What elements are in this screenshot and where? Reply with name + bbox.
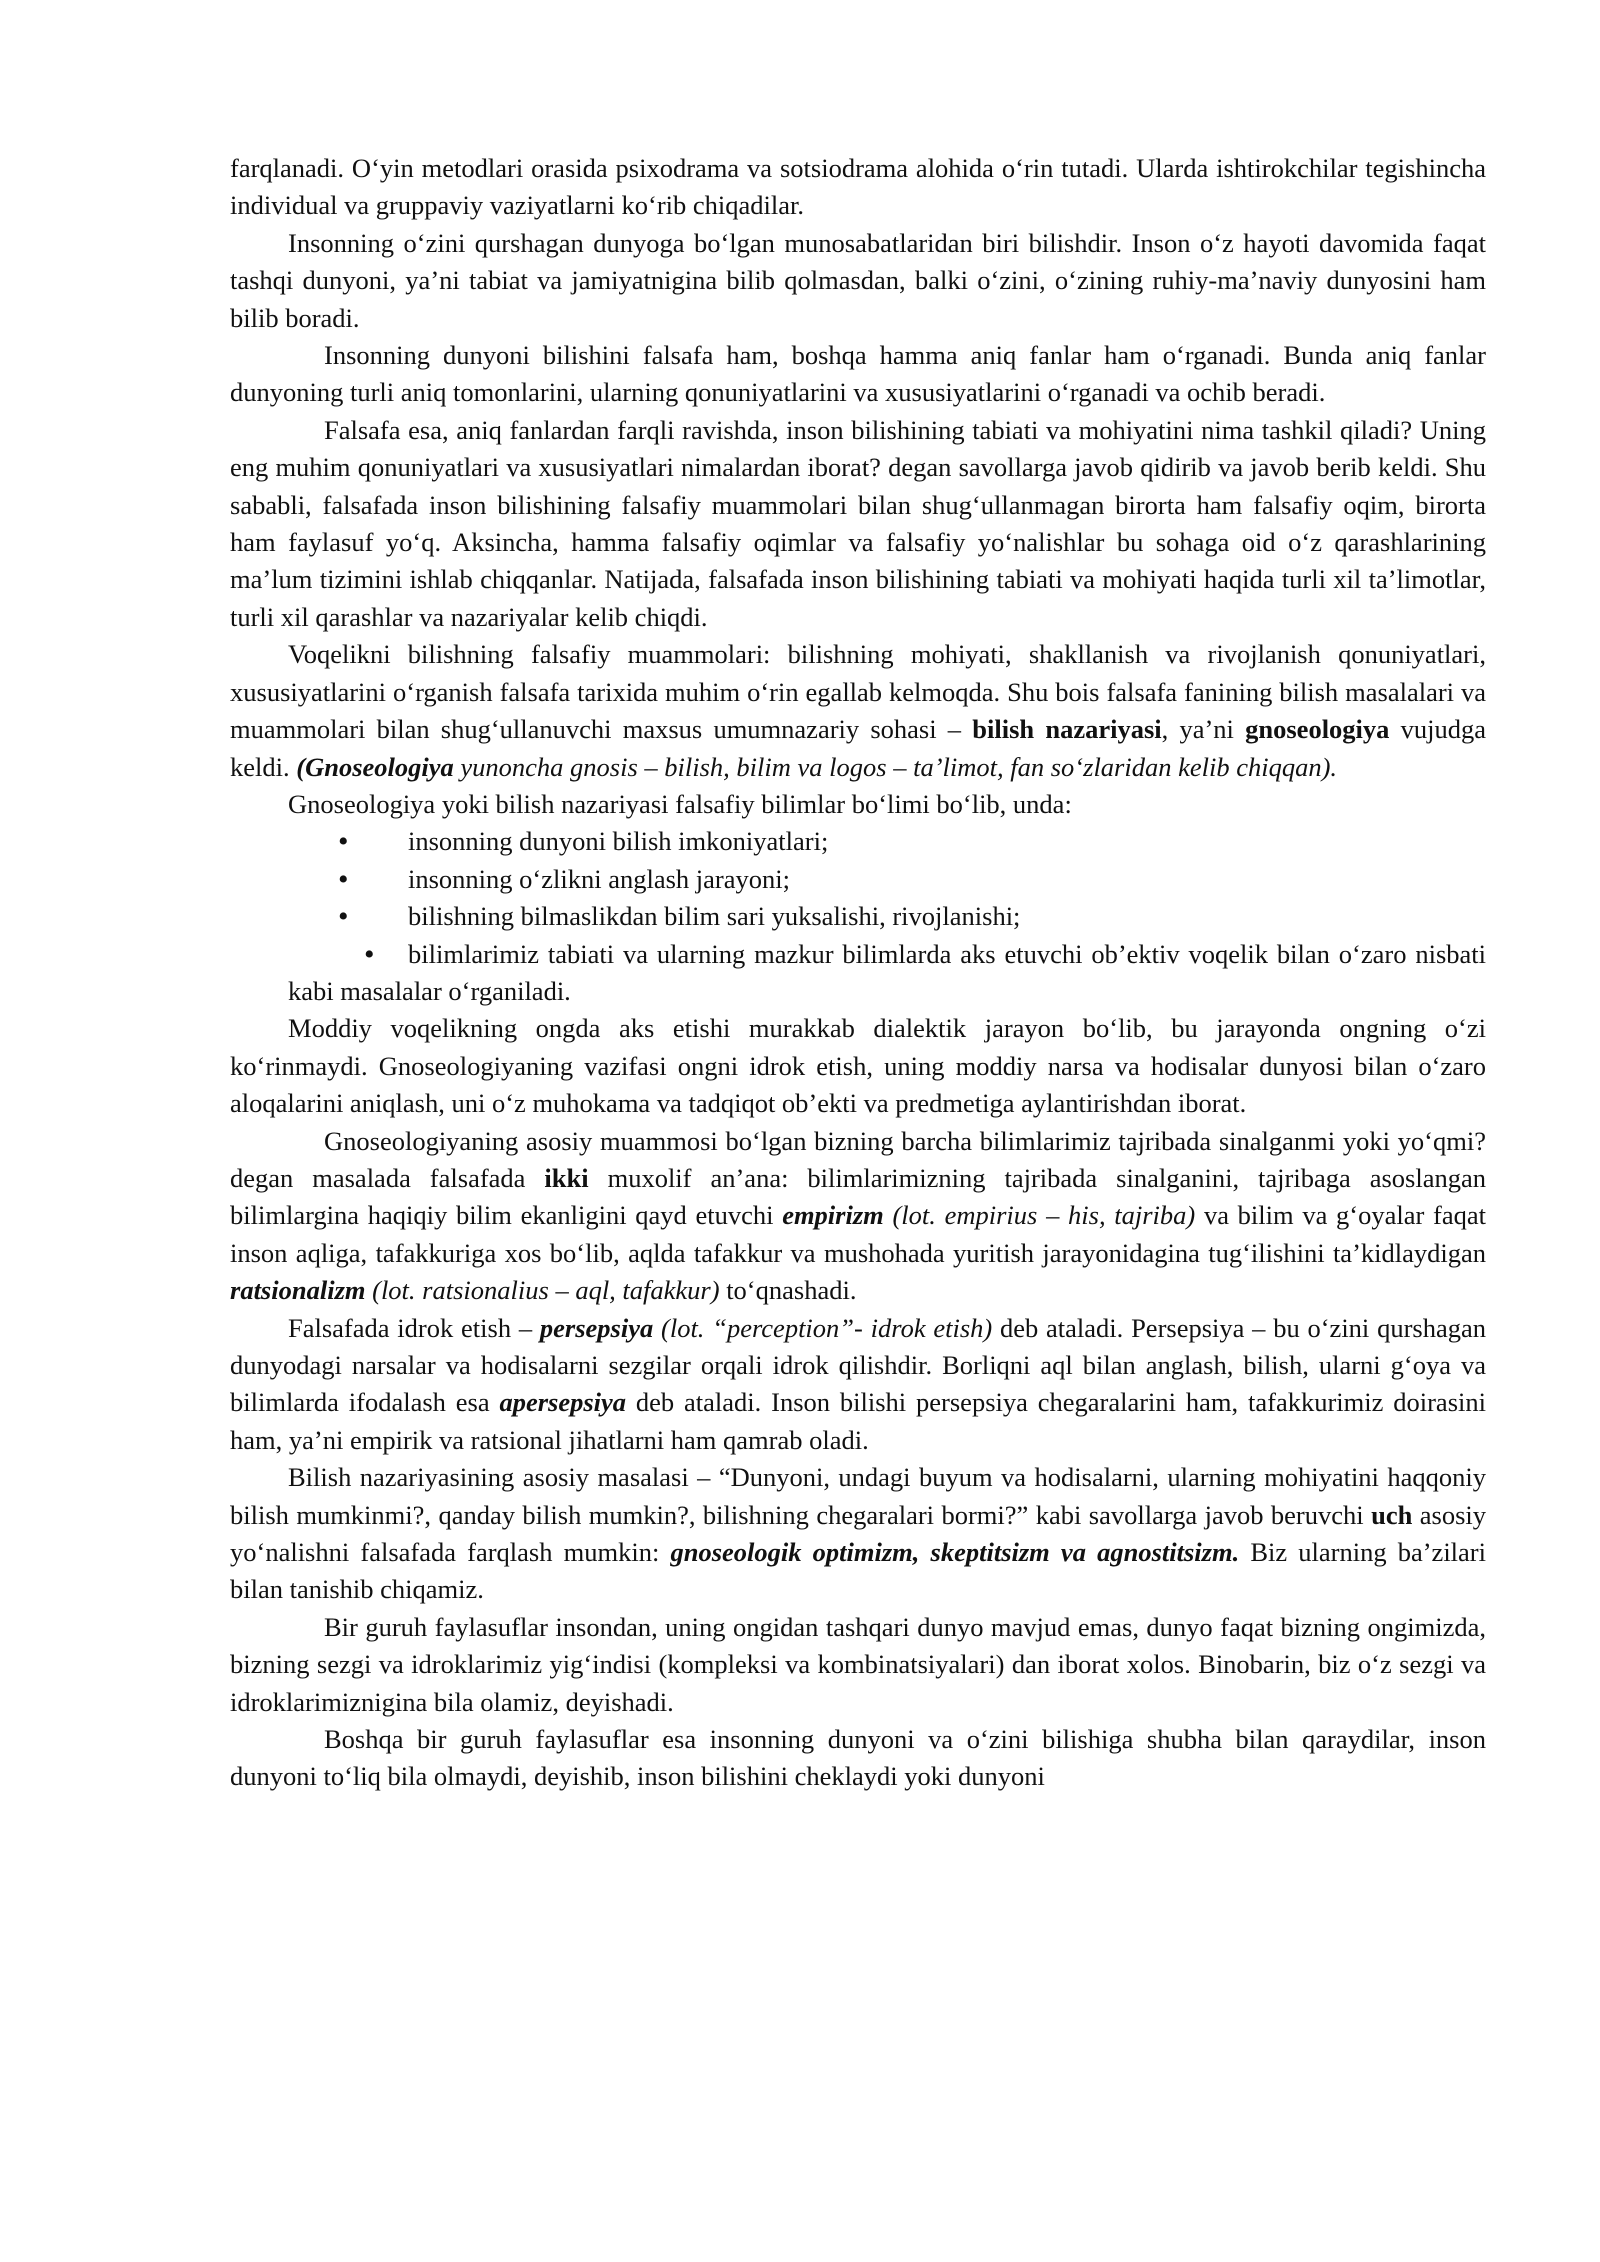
text-run: Voqelikni bilishning falsafiy muammolari: bilishning mohiyati, shakllanish va rivojlanish qonuniyatlari, xususiyatlarini o‘rganish falsafa tarixida muhim o‘rin egallab kelmoqda. Shu bois falsafa fanining bilish masalalari va muammolari bilan shug‘ullanuvchi maxsus umumnazariy sohasi – (230, 639, 1486, 745)
text-run: deb ataladi. Inson bilishi persepsiya chegaralarini ham, tafakkurimiz doirasini ham, ya’ni empirik va ratsional jihatlarni ham qamrab oladi. (230, 1387, 1486, 1455)
text-run: Moddiy voqelikning ongda aks etishi murakkab dialektik jarayon bo‘lib, bu jarayonda ongning o‘zi ko‘rinmaydi. Gnoseologiyaning vazifasi ongni idrok etish, uning moddiy narsa va hodisalar dunyosi bilan o‘zaro aloqalarini aniqlash, uni o‘z muhokama va tadqiqot ob’ekti va predmetiga aylantirishdan iborat. (230, 1013, 1486, 1119)
text-run: Falsafada idrok etish – (288, 1312, 540, 1343)
bullet-text: insonning o‘zlikni anglash jarayoni; (408, 863, 790, 894)
emphasis-text: ratsionalizm (230, 1275, 366, 1306)
bullet-item (230, 823, 1486, 860)
emphasis-text: gnoseologik optimizm, skeptitsizm va agnostitsizm. (670, 1537, 1240, 1568)
paragraph (230, 1310, 1486, 1460)
paragraph (230, 1609, 1486, 1721)
bullet-item (230, 936, 1486, 1011)
bullet-dot-icon: • (338, 862, 349, 896)
bullet-list (230, 823, 1486, 1010)
paragraph (230, 1123, 1486, 1310)
emphasis-text: gnoseologiya (1245, 714, 1390, 745)
text-run: Gnoseologiyaning asosiy muammosi bo‘lgan bizning barcha bilimlarimiz tajribada sinalganmi yoki yo‘qmi? degan masalada falsafada (230, 1125, 1486, 1193)
text-run: to‘qnashadi. (719, 1275, 857, 1306)
text-run: Biz ularning ba’zilari bilan tanishib chiqamiz. (230, 1537, 1486, 1605)
bullet-dot-icon: • (364, 937, 375, 971)
emphasis-text: persepsiya (539, 1312, 654, 1343)
emphasis-text: (Gnoseologiya (296, 751, 454, 782)
text-run: asosiy yo‘nalishni falsafada farqlash mumkin: (230, 1499, 1487, 1568)
text-run: va bilim va g‘oyalar faqat inson aqliga, tafakkuriga xos bo‘lib, aqlda tafakkur va mushohada yuritish jarayonidagina tug‘ilishini ta’kidlaydigan (230, 1200, 1486, 1268)
bullet-dot-icon: • (338, 900, 349, 934)
emphasis-text: yunoncha gnosis – bilish, bilim va logos – ta’limot, fan so‘zlaridan kelib chiqqan). (453, 751, 1338, 782)
emphasis-text: (lot. empirius – his, tajriba) (883, 1200, 1196, 1231)
emphasis-text: ikki (544, 1162, 589, 1193)
emphasis-text: empirizm (782, 1200, 884, 1231)
text-run: Bir guruh faylasuflar insondan, uning ongidan tashqari dunyo mavjud emas, dunyo faqat bizning ongimizda, bizning sezgi va idroklarimiz yig‘indisi (kompleksi va kombinatsiyalari) dan iborat xolos. Binobarin, biz o‘z sezgi va idroklarimiznigina bila olamiz, deyishadi. (230, 1611, 1486, 1717)
text-run: Insonning dunyoni bilishini falsafa ham, boshqa hamma aniq fanlar ham o‘rganadi. Bunda aniq fanlar dunyoning turli aniq tomonlarini, ularning qonuniyatlarini va xususiyatlarini o‘rganadi va ochib beradi. (230, 340, 1486, 408)
text-run: , ya’ni (1161, 714, 1246, 745)
text-run: Gnoseologiya yoki bilish nazariyasi falsafiy bilimlar bo‘limi bo‘lib, unda: (288, 788, 1072, 819)
text-run: Falsafa esa, aniq fanlardan farqli ravishda, inson bilishining tabiati va mohiyatini nima tashkil qiladi? Uning eng muhim qonuniyatlari va xususiyatlari nimalardan iborat? degan savollarga javob qidirib va javob berib keldi. Shu sababli, falsafada inson bilishining falsafiy muammolari bilan shug‘ullanmagan birorta ham falsafiy oqim, birorta ham faylasuf yo‘q. Aksincha, hamma falsafiy oqimlar va falsafiy yo‘nalishlar bu sohaga oid o‘z qarashlarining ma’lum tizimini ishlab chiqqanlar. Natijada, falsafada inson bilishining tabiati va mohiyati haqida turli xil ta’limotlar, turli xil qarashlar va nazariyalar kelib chiqdi. (230, 414, 1486, 632)
text-run: Boshqa bir guruh faylasuflar esa insonning dunyoni va o‘zini bilishiga shubha bilan qaraydilar, inson dunyoni to‘liq bila olmaydi, deyishib, inson bilishini cheklaydi yoki dunyoni (230, 1724, 1486, 1792)
text-run: deb ataladi. Persepsiya – bu o‘zini qurshagan dunyodagi narsalar va hodisalarni sezgilar orqali idrok qilishdir. Borliqni aql bilan anglash, bilish, ularni g‘oya va bilimlarda ifodalash esa (230, 1312, 1486, 1418)
emphasis-text: bilish nazariyasi (972, 714, 1162, 745)
paragraph (230, 225, 1486, 337)
emphasis-text: (lot. ratsionalius – aql, tafakkur) (365, 1275, 720, 1306)
text-run: Bilish nazariyasining asosiy masalasi – “Dunyoni, undagi buyum va hodisalarni, ularning mohiyatini haqqoniy bilish mumkinmi?, qanday bilish mumkin?, bilishning chegaralari bormi?” kabi savollarga javob beruvchi (230, 1462, 1486, 1530)
bullet-item (230, 861, 1486, 898)
paragraph (230, 1721, 1486, 1796)
bullet-dot-icon: • (338, 825, 349, 859)
document-page (230, 150, 1486, 1796)
text-run: muxolif an’ana: bilimlarimizning tajribada sinalganini, tajribaga asoslangan bilimlargina haqiqiy bilim ekanligini qayd etuvchi (230, 1162, 1486, 1231)
bullet-text: insonning dunyoni bilish imkoniyatlari; (408, 826, 829, 857)
paragraph (230, 1459, 1486, 1609)
paragraph (230, 337, 1486, 412)
bullet-item (230, 898, 1486, 935)
paragraph (230, 150, 1486, 225)
emphasis-text: (lot. “perception”- idrok etish) (653, 1312, 993, 1343)
bullet-text: bilishning bilmaslikdan bilim sari yuksalishi, rivojlanishi; (408, 901, 1021, 932)
paragraph (230, 636, 1486, 786)
text-run: farqlanadi. O‘yin metodlari orasida psixodrama va sotsiodrama alohida o‘rin tutadi. Ularda ishtirokchilar tegishincha individual va gruppaviy vaziyatlarni ko‘rib chiqadilar. (230, 153, 1486, 221)
text-run: vujudga keldi. (230, 714, 1486, 782)
paragraph (230, 786, 1486, 823)
document-body-bottom (230, 1010, 1486, 1796)
paragraph (230, 1010, 1486, 1122)
paragraph (230, 412, 1486, 636)
bullet-text: bilimlarimiz tabiati va ularning mazkur bilimlarda aks etuvchi ob’ektiv voqelik bilan o‘zaro nisbati kabi masalalar o‘rganiladi. (288, 938, 1486, 1006)
emphasis-text: uch (1371, 1499, 1413, 1530)
document-body-top (230, 150, 1486, 823)
text-run: Insonning o‘zini qurshagan dunyoga bo‘lgan munosabatlaridan biri bilishdir. Inson o‘z hayoti davomida faqat tashqi dunyoni, ya’ni tabiat va jamiyatnigina bilib qolmasdan, balki o‘zini, o‘zining ruhiy-ma’naviy dunyosini ham bilib boradi. (230, 227, 1486, 333)
emphasis-text: apersepsiya (499, 1387, 627, 1418)
